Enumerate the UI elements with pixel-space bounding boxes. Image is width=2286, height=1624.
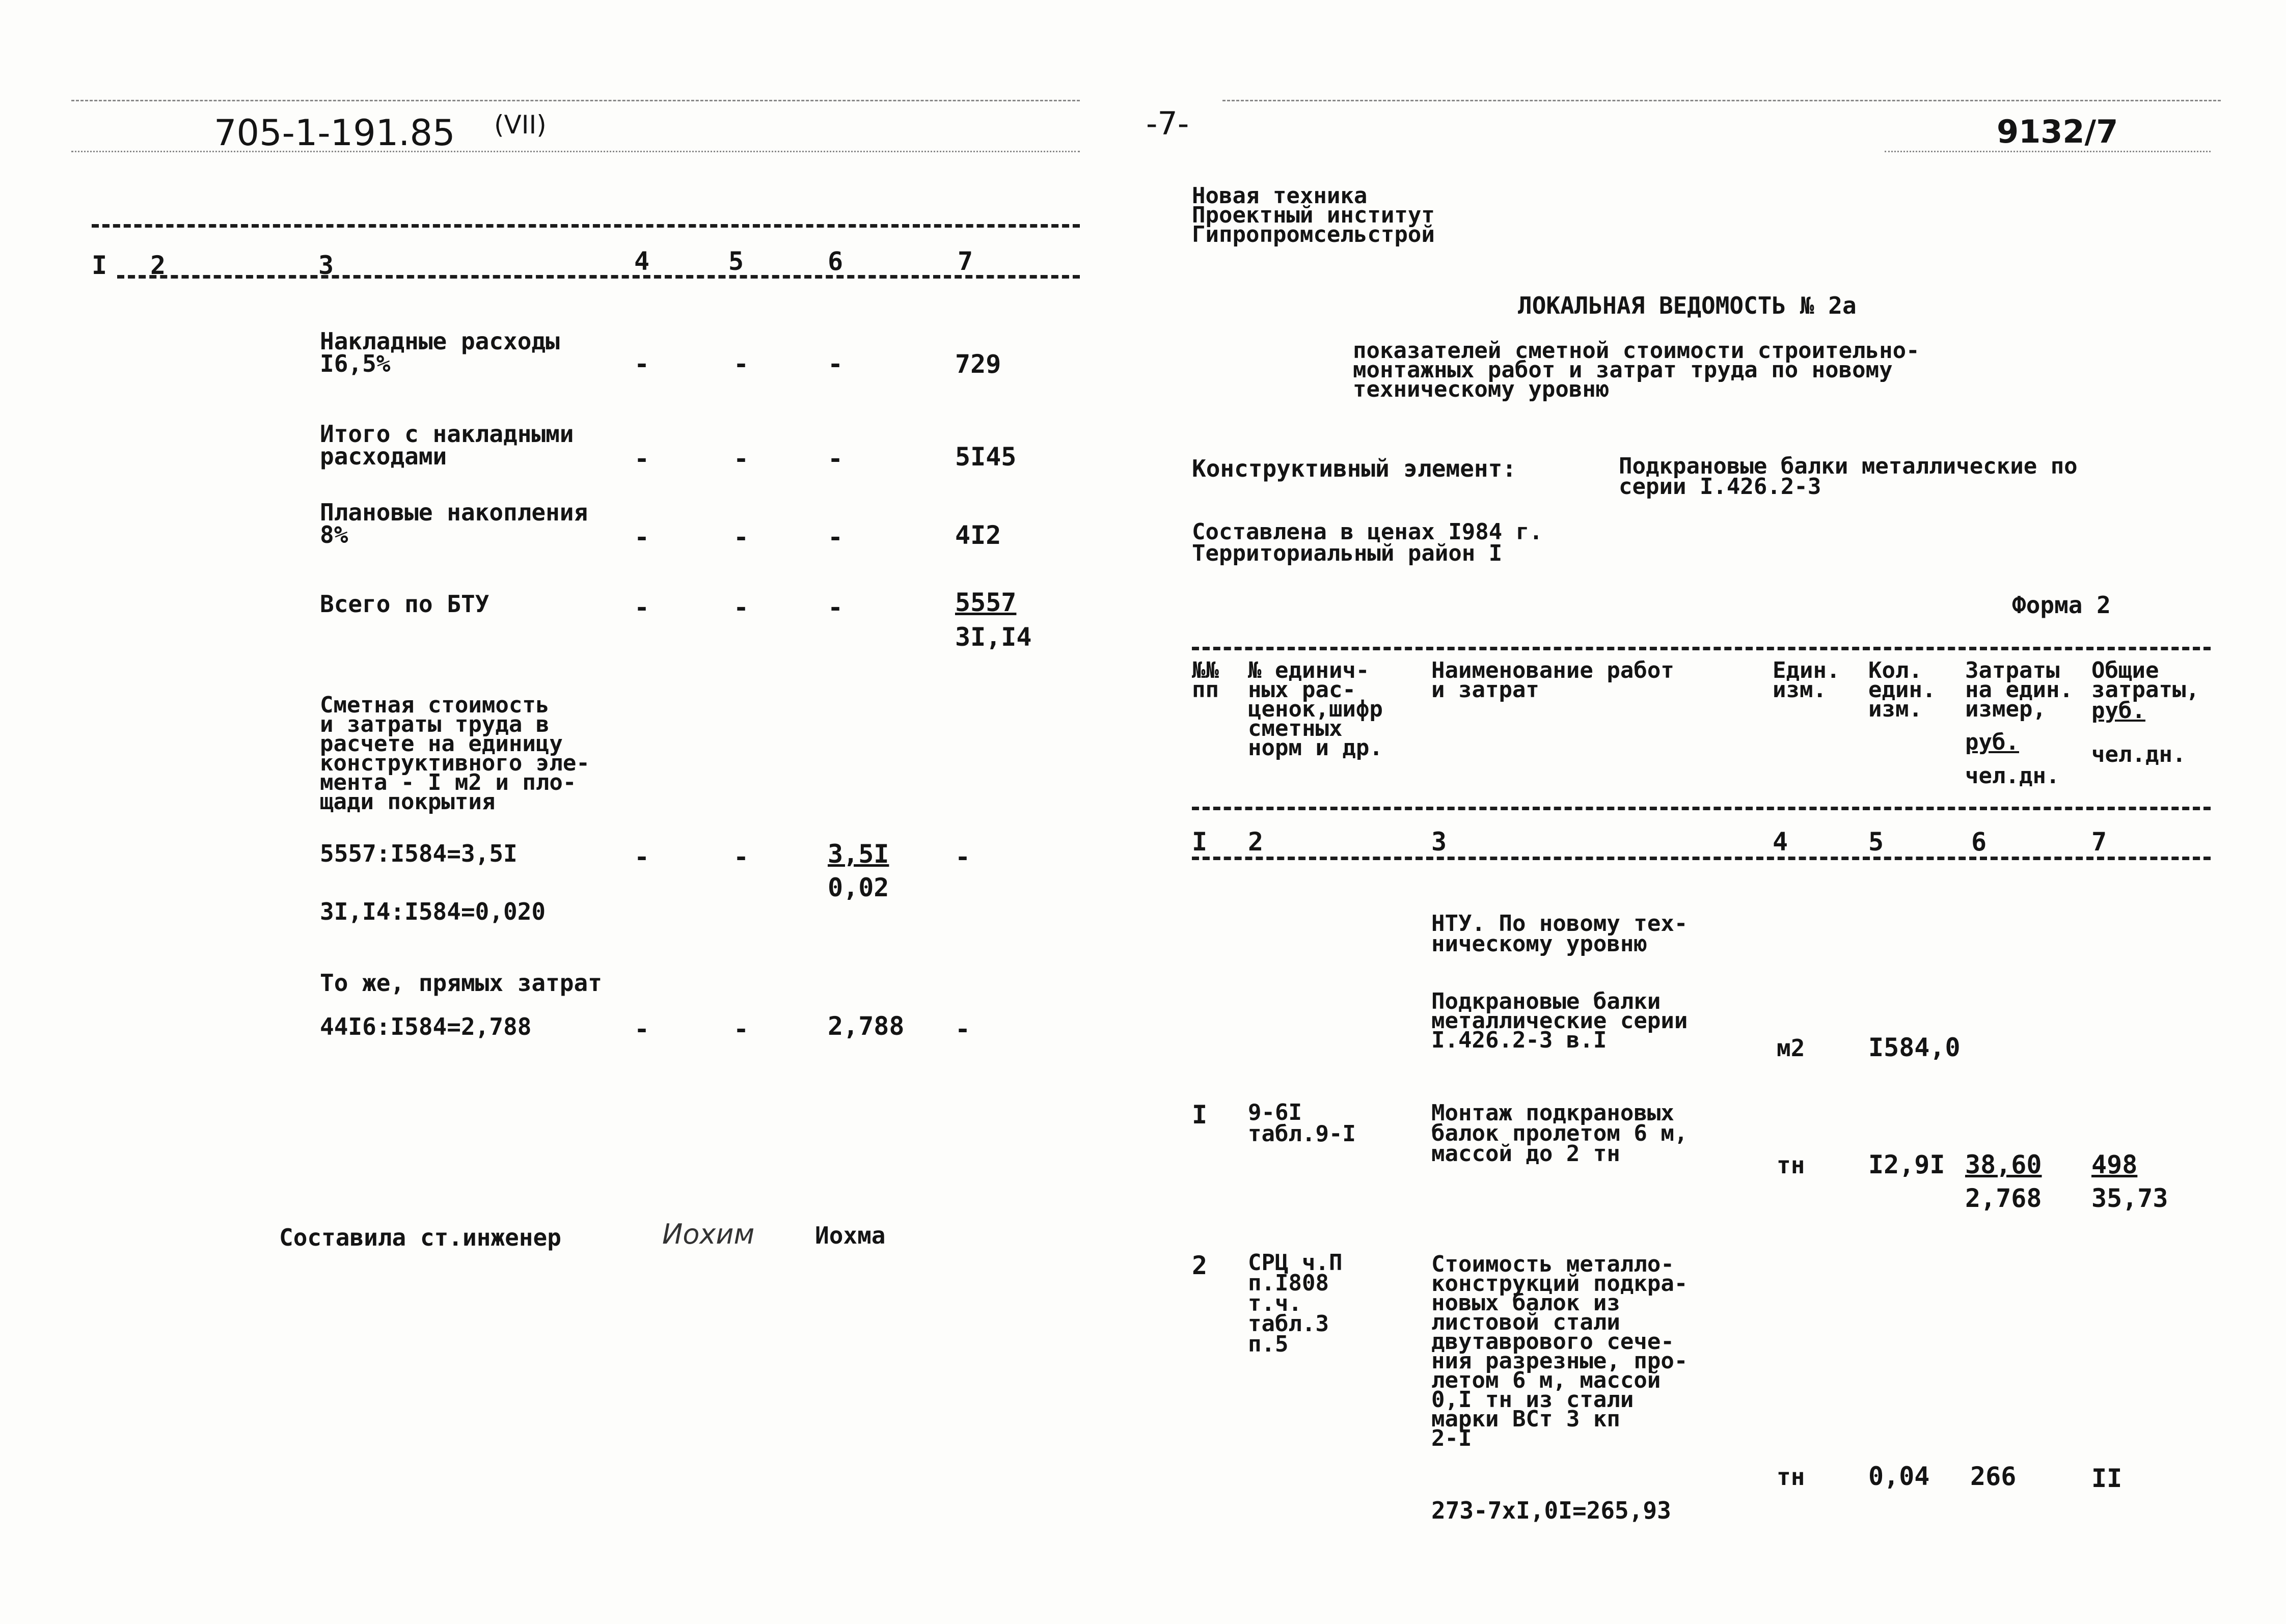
doc-volume: (VII) <box>494 110 547 140</box>
cost-calc-1-c7: - <box>955 842 971 872</box>
page-number: -7- <box>1146 105 1189 142</box>
th-name: Наименование работ и затрат <box>1431 657 1674 703</box>
col-num-6: 6 <box>828 246 843 276</box>
item1-qty: I2,9I <box>1868 1150 1945 1179</box>
row-overhead-c6: - <box>828 349 843 379</box>
th-code: № единич- ных рас- ценок,шифр сметных норм и др. <box>1248 657 1383 761</box>
cost-calc-3-c5: - <box>733 1014 749 1044</box>
item0-name: Подкрановые балки металлические серии I.426.2-3 в.I <box>1431 988 1688 1053</box>
row-planned-c7: 4I2 <box>955 520 1001 550</box>
table-dash-bottom <box>1192 857 2211 860</box>
top-rule-right-2 <box>1885 151 2211 152</box>
cost-calc-1: 5557:I584=3,5I <box>320 840 518 867</box>
row-total-btu-c7: 5557 <box>955 588 1017 617</box>
row-total-overhead-c5: - <box>733 444 749 474</box>
item2-code: СРЦ ч.П п.I808 т.ч. табл.3 п.5 <box>1248 1250 1343 1357</box>
tcol-3: 3 <box>1431 827 1447 857</box>
th-unit-cost-rub: руб. <box>1965 729 2019 755</box>
prices-line: Составлена в ценах I984 г. Территориальный район I <box>1192 519 1543 566</box>
row-total-btu-c5: - <box>733 593 749 622</box>
item2-num: 2 <box>1192 1251 1208 1280</box>
doc-code: 705-1-191.85 <box>214 112 455 154</box>
row-overhead-c4: - <box>634 349 650 379</box>
th-unit-cost: Затраты на един. измер, <box>1965 657 2073 722</box>
cost-calc-1-c5: - <box>733 842 749 872</box>
row-overhead-label: Накладные расходы I6,5% <box>320 327 560 377</box>
section-title: НТУ. По новому тех- ническому уровню <box>1431 911 1688 957</box>
cost-calc-3: 44I6:I584=2,788 <box>320 1013 532 1040</box>
header-dash-top <box>92 224 1080 228</box>
row-planned-label: Плановые накопления 8% <box>320 499 588 548</box>
item0-qty: I584,0 <box>1868 1033 1961 1062</box>
cost-calc-3-c4: - <box>634 1014 650 1044</box>
item1-name: Монтаж подкрановых балок пролетом 6 м, массой до 2 тн <box>1431 1100 1688 1167</box>
row-planned-c6: - <box>828 522 843 552</box>
row-total-btu-c6: - <box>828 593 843 622</box>
form-label: Форма 2 <box>2012 591 2111 619</box>
item2-unit: тн <box>1777 1463 1805 1491</box>
item2-unit-cost: 266 <box>1970 1462 2017 1491</box>
item1-unit: тн <box>1777 1151 1805 1179</box>
sheet-code: 9132/7 <box>1997 113 2118 150</box>
th-total-labor: чел.дн. <box>2091 741 2186 767</box>
item1-unit-labor: 2,768 <box>1965 1183 2042 1213</box>
item1-total-labor: 35,73 <box>2091 1183 2168 1213</box>
row-total-overhead-label: Итого с накладными расходами <box>320 420 574 470</box>
organization: Новая техника Проектный институт Гипропромсельстрой <box>1192 183 1435 247</box>
row-planned-c5: - <box>733 522 749 552</box>
cost-calc-1-c4: - <box>634 842 650 872</box>
signature-label: Составила ст.инженер <box>279 1224 561 1251</box>
tcol-4: 4 <box>1773 827 1788 857</box>
item2-name: Стоимость металло- конструкций подкра- новых балок из листовой стали двутаврового сече- ния разрезные, про- летом 6 м, массой 0,I тн из стали марки ВСт 3 кп 2-I <box>1431 1251 1688 1451</box>
th-total-rub: руб. <box>2091 698 2145 724</box>
item2-qty: 0,04 <box>1868 1462 1930 1491</box>
row-planned-c4: - <box>634 522 650 552</box>
cost-calc-3-c6: 2,788 <box>828 1011 905 1041</box>
th-qty: Кол. един. изм. <box>1868 657 1936 722</box>
table-dash-top <box>1192 647 2211 650</box>
cost-block-text: Сметная стоимость и затраты труда в расчете на единицу конструктивного эле- мента - I м2 и пло- щади покрытия <box>320 692 590 815</box>
item1-total-cost: 498 <box>2091 1150 2138 1179</box>
item1-code: 9-6I табл.9-I <box>1248 1099 1356 1147</box>
row-total-btu-c4: - <box>634 593 650 622</box>
row-total-btu-c7-labor: 3I,I4 <box>955 622 1032 652</box>
tcol-6: 6 <box>1971 827 1987 857</box>
col-num-2: 2 <box>150 251 166 280</box>
cost-calc-3-c7: - <box>955 1014 971 1044</box>
th-unit: Един. изм. <box>1773 657 1840 703</box>
row-total-overhead-c6: - <box>828 444 843 474</box>
row-total-overhead-c4: - <box>634 444 650 474</box>
item1-unit-cost: 38,60 <box>1965 1150 2042 1179</box>
th-num: №№ пп <box>1192 657 1219 703</box>
item2-total-cost: II <box>2091 1464 2122 1493</box>
col-num-7: 7 <box>958 246 973 276</box>
row-overhead-c5: - <box>733 349 749 379</box>
table-dash-mid <box>1192 807 2211 810</box>
row-overhead-c7: 729 <box>955 349 1001 379</box>
row-total-overhead-c7: 5I45 <box>955 442 1017 472</box>
element-value: Подкрановые балки металлические по серии I.426.2-3 <box>1619 453 2078 500</box>
cost-calc-1-c6-labor: 0,02 <box>828 873 889 902</box>
same-direct-label: То же, прямых затрат <box>320 969 602 997</box>
col-num-1: I <box>92 251 107 280</box>
th-total: Общие затраты, <box>2091 657 2199 703</box>
signature-handwriting: Иохим <box>662 1218 755 1250</box>
tcol-5: 5 <box>1868 827 1884 857</box>
element-label: Конструктивный элемент: <box>1192 455 1516 482</box>
tcol-7: 7 <box>2091 827 2107 857</box>
row-total-btu-label: Всего по БТУ <box>320 590 489 618</box>
doc-subtitle: показателей сметной стоимости строительно- монтажных работ и затрат труда по новому техническому уровню <box>1353 338 1920 402</box>
tcol-2: 2 <box>1248 827 1264 857</box>
col-num-3: 3 <box>318 251 334 280</box>
th-unit-cost-labor: чел.дн. <box>1965 763 2060 789</box>
cost-calc-2: 3I,I4:I584=0,020 <box>320 898 546 925</box>
top-rule-right <box>1222 100 2221 101</box>
signature-name: Иохма <box>815 1222 886 1249</box>
cost-calc-1-c6: 3,5I <box>828 839 889 869</box>
header-dash-bottom <box>117 275 1080 279</box>
col-num-5: 5 <box>728 246 744 276</box>
tcol-1: I <box>1192 827 1208 857</box>
doc-title: ЛОКАЛЬНАЯ ВЕДОМОСТЬ № 2а <box>1518 292 1857 319</box>
item2-calc: 273-7xI,0I=265,93 <box>1431 1497 1671 1524</box>
item1-num: I <box>1192 1100 1208 1130</box>
item0-unit: м2 <box>1777 1034 1805 1062</box>
top-rule-left <box>71 100 1080 101</box>
col-num-4: 4 <box>634 246 650 276</box>
